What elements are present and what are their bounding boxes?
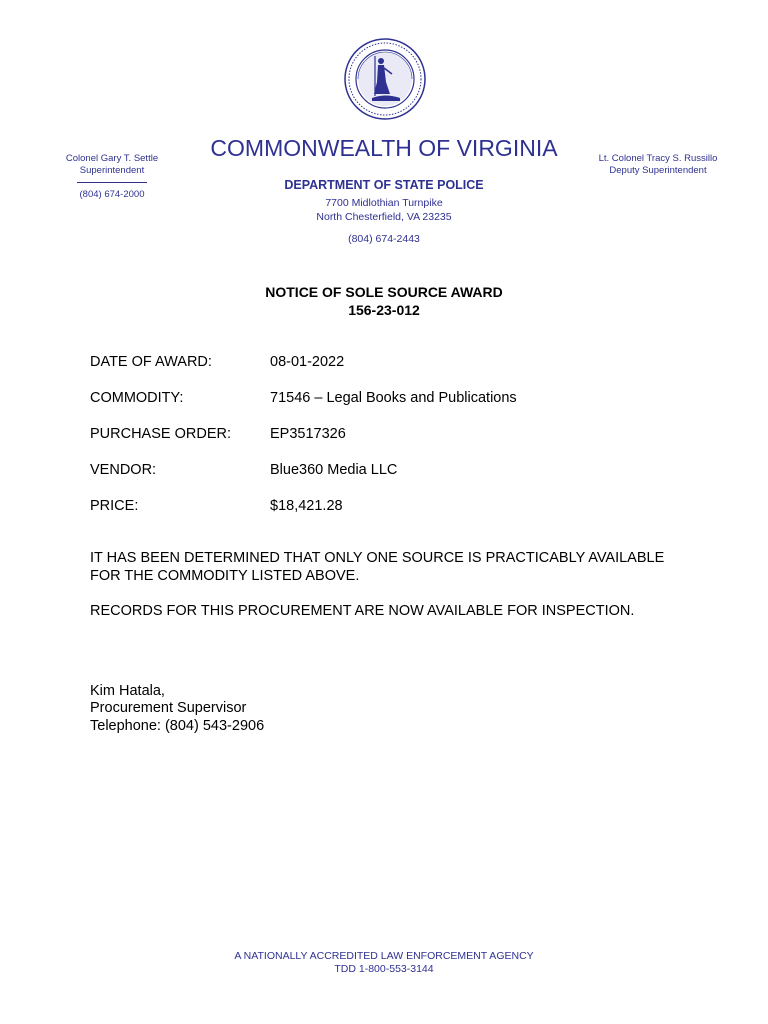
virginia-state-seal-icon	[344, 38, 426, 120]
superintendent-name: Colonel Gary T. Settle	[65, 153, 159, 164]
address-line-2: North Chesterfield, VA 23235	[316, 211, 452, 223]
commodity-label: COMMODITY:	[90, 390, 184, 406]
date-of-award-value: 08-01-2022	[270, 354, 345, 370]
department-name: DEPARTMENT OF STATE POLICE	[284, 178, 484, 192]
department-phone: (804) 674-2443	[348, 233, 420, 245]
signatory-title: Procurement Supervisor	[90, 700, 247, 716]
footer-tdd: TDD 1-800-553-3144	[334, 963, 434, 975]
signatory-phone: Telephone: (804) 543-2906	[90, 718, 265, 734]
vendor-value: Blue360 Media LLC	[270, 462, 398, 478]
deputy-name: Lt. Colonel Tracy S. Russillo	[598, 153, 718, 164]
notice-number: 156-23-012	[348, 302, 420, 318]
vendor-label: VENDOR:	[90, 462, 157, 478]
deputy-superintendent-block	[592, 153, 724, 177]
determination-paragraph-line-1: IT HAS BEEN DETERMINED THAT ONLY ONE SOURCE IS PRACTICABLY AVAILABLE	[90, 550, 665, 566]
superintendent-title: Superintendent	[79, 165, 145, 176]
deputy-title: Deputy Superintendent	[609, 165, 707, 176]
commodity-value: 71546 – Legal Books and Publications	[270, 390, 517, 406]
price-value: $18,421.28	[270, 498, 343, 514]
date-of-award-label: DATE OF AWARD:	[90, 354, 212, 370]
records-paragraph: RECORDS FOR THIS PROCUREMENT ARE NOW AVAILABLE FOR INSPECTION.	[90, 603, 635, 619]
price-label: PRICE:	[90, 498, 139, 514]
signatory-name: Kim Hatala,	[90, 683, 165, 699]
purchase-order-value: EP3517326	[270, 426, 346, 442]
superintendent-phone: (804) 674-2000	[79, 189, 145, 200]
purchase-order-label: PURCHASE ORDER:	[90, 426, 231, 442]
organization-title: COMMONWEALTH OF VIRGINIA	[210, 135, 558, 161]
determination-paragraph-line-2: FOR THE COMMODITY LISTED ABOVE.	[90, 568, 360, 584]
notice-title: NOTICE OF SOLE SOURCE AWARD	[265, 284, 503, 300]
footer-accreditation: A NATIONALLY ACCREDITED LAW ENFORCEMENT AGENCY	[234, 950, 534, 962]
superintendent-block	[56, 153, 168, 201]
address-line-1: 7700 Midlothian Turnpike	[325, 197, 443, 209]
superintendent-divider	[77, 182, 147, 183]
